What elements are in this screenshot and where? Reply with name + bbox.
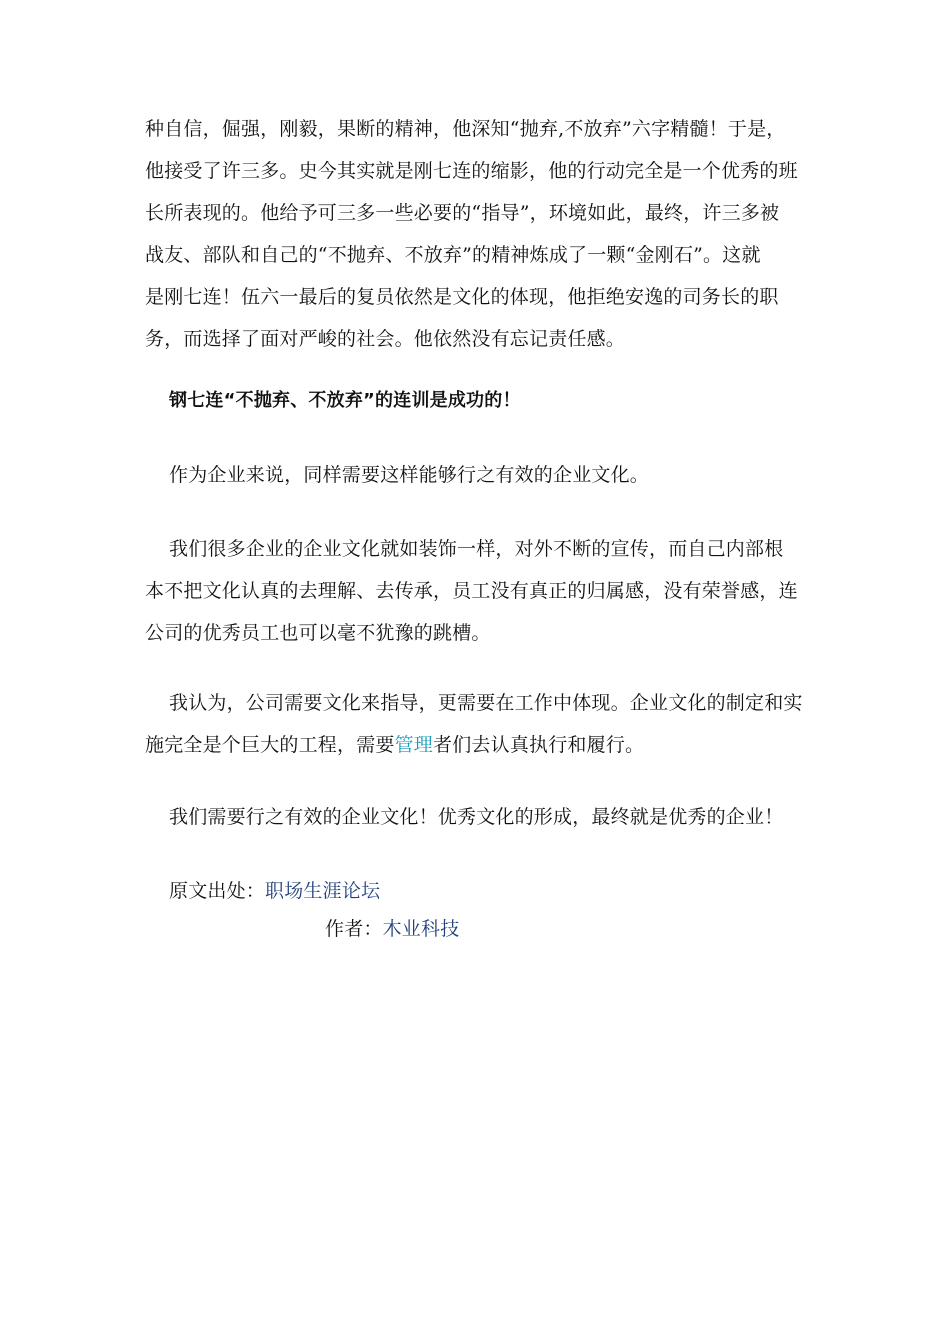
paragraph-line: 本不把文化认真的去理解、去传承，员工没有真正的归属感，没有荣誉感，连 [145,580,798,602]
source-label: 原文出处： [169,880,266,902]
paragraph-line [145,734,644,756]
paragraph-line: 种自信，倔强，刚毅，果断的精神，他深知“抛弃,不放弃”六字精髓！于是， [145,118,786,140]
author-line [325,918,459,940]
paragraph-line: 长所表现的。他给予可三多一些必要的“指导”，环境如此，最终，许三多被 [145,202,780,224]
paragraph-line: 务，而选择了面对严峻的社会。他依然没有忘记责任感。 [145,328,626,350]
author-label: 作者： [325,918,383,940]
text-span: 施完全是个巨大的工程，需要 [145,734,395,756]
paragraph-line: 他接受了许三多。史今其实就是刚七连的缩影，他的行动完全是一个优秀的班 [145,160,798,182]
section-heading: 钢七连“不抛弃、不放弃”的连训是成功的！ [169,390,521,411]
source-line [169,880,380,902]
paragraph-line: 是刚七连！伍六一最后的复员依然是文化的体现，他拒绝安逸的司务长的职 [145,286,779,308]
paragraph-line: 我认为，公司需要文化来指导，更需要在工作中体现。企业文化的制定和实 [169,692,803,714]
source-link[interactable]: 职场生涯论坛 [265,880,381,902]
paragraph-line: 战友、部队和自己的“不抛弃、不放弃”的精神炼成了一颗“金刚石”。这就 [145,244,761,266]
paragraph-line: 我们很多企业的企业文化就如装饰一样，对外不断的宣传，而自己内部根 [169,538,784,560]
paragraph-line: 我们需要行之有效的企业文化！优秀文化的形成，最终就是优秀的企业！ [169,806,784,828]
paragraph-line: 公司的优秀员工也可以毫不犹豫的跳槽。 [145,622,491,644]
text-span: 者们去认真执行和履行。 [433,734,645,756]
author-link[interactable]: 木业科技 [382,918,460,940]
paragraph-line: 作为企业来说，同样需要这样能够行之有效的企业文化。 [169,464,650,486]
management-link[interactable]: 管理 [394,734,434,756]
